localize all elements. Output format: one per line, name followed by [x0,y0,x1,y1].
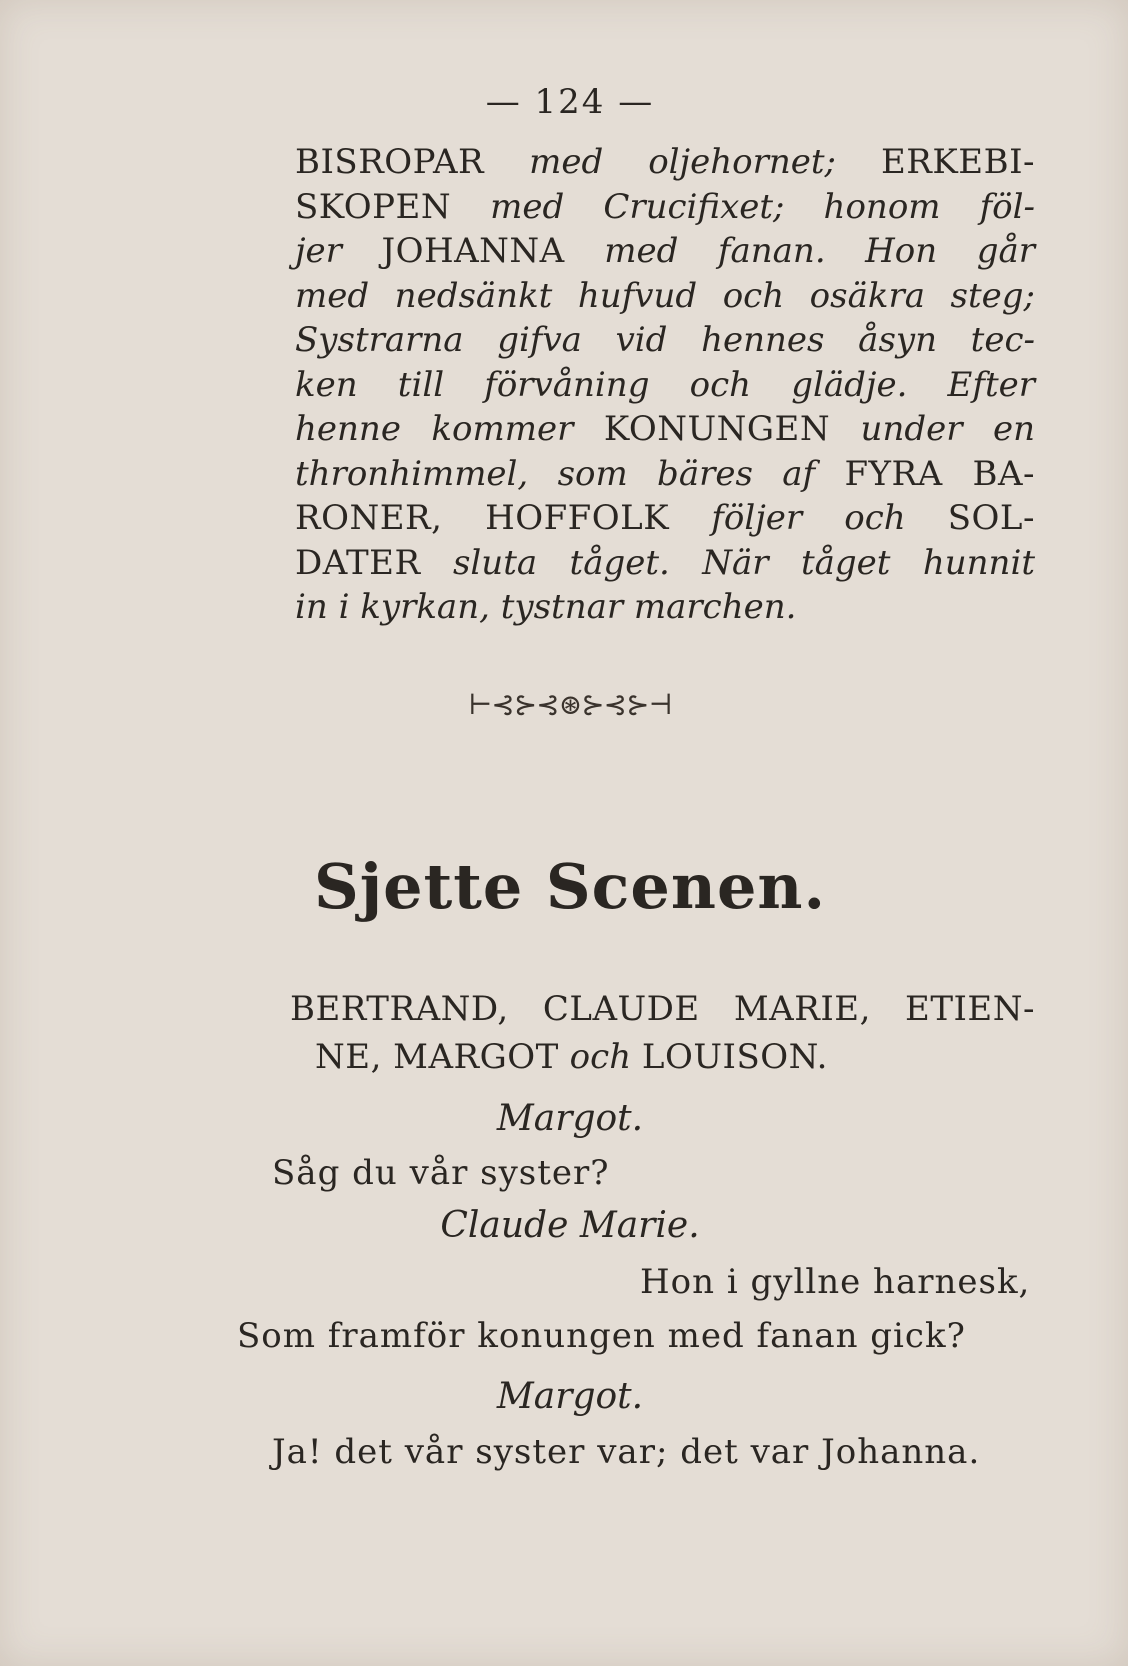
stage-direction-segment: in i kyrkan, tystnar marchen. [295,587,797,627]
stage-direction-segment: JOHANNA [381,231,565,271]
stage-direction-line [295,363,1035,408]
cast-names-b: LOUISON. [641,1037,828,1077]
cast-conjunction: och [558,1037,642,1077]
stage-direction-segment: med fanan. Hon går [564,231,1035,271]
stage-direction-line [295,185,1035,230]
stage-direction-line [295,496,1035,541]
stage-direction-segment: DATER [295,542,421,583]
cast-list [290,985,1035,1081]
stage-direction-segment: med nedsänkt hufvud och osäkra steg; [295,275,1035,316]
stage-direction-line [295,452,1035,497]
stage-direction-line [295,318,1035,363]
verse-line-2: Hon i gyllne harnesk, [640,1262,1031,1302]
stage-direction-segment: följer och [669,498,948,538]
stage-direction-line [295,229,1035,274]
ornament-divider: ⊢⊰⊱⊰⊛⊱⊰⊱⊣ [468,688,672,721]
stage-direction-segment: med Crucifixet; honom föl- [451,186,1035,227]
stage-direction-segment: ken till förvåning och glädje. Efter [295,364,1035,405]
cast-names-a: NE, MARGOT [315,1037,559,1077]
scene-title: Sjette Scenen. [313,850,827,923]
stage-direction-segment: KONUNGEN [603,409,831,449]
cast-line-2 [290,1033,1035,1081]
stage-direction-line [295,541,1035,586]
stage-direction-segment: henne kommer [295,409,604,449]
stage-direction-segment: SKOPEN [295,186,452,227]
stage-direction-segment: Systrarna gifva vid hennes åsyn tec- [295,320,1035,360]
speaker-margot-2: Margot. [496,1376,644,1417]
stage-direction-segment: thronhimmel, som bäres af [295,453,845,494]
stage-direction-segment: RONER, HOFFOLK [295,498,670,538]
stage-direction [295,140,1035,630]
stage-direction-segment: jer [295,231,382,271]
cast-line-1: BERTRAND, CLAUDE MARIE, ETIEN- [290,989,1035,1029]
verse-line-3: Som framför konungen med fanan gick? [237,1316,966,1356]
verse-line-1: Såg du vår syster? [272,1153,610,1193]
stage-direction-line [295,274,1035,319]
stage-direction-segment: sluta tåget. När tåget hunnit [420,542,1035,583]
stage-direction-segment: BISROPAR [295,142,485,182]
stage-direction-segment: SOL- [947,498,1035,538]
verse-line-4: Ja! det vår syster var; det var Johanna. [272,1432,981,1472]
speaker-margot-1: Margot. [496,1098,644,1139]
stage-direction-segment: med oljehornet; [484,142,881,182]
stage-direction-line [295,407,1035,452]
speaker-claude-marie: Claude Marie. [440,1205,700,1246]
stage-direction-line [295,140,1035,185]
stage-direction-segment: under en [830,409,1035,449]
page-number: — 124 — [485,82,655,122]
stage-direction-segment: ERKEBI- [880,142,1035,182]
stage-direction-line [295,585,1035,630]
stage-direction-segment: FYRA BA- [844,453,1035,494]
